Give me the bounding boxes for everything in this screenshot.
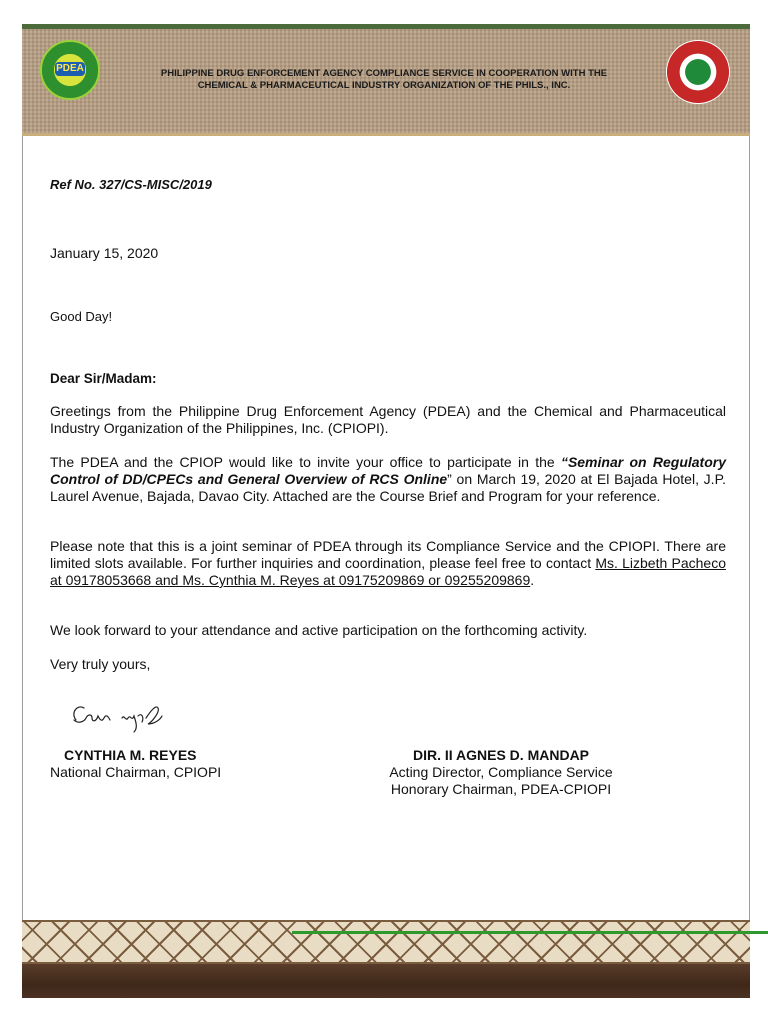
contact-text-a: Please note that this is a joint seminar of PDEA through its Compliance Service and the CPIOPI. There are limited slots available. For further inquiries and coordination, please feel free to contact xyxy=(50,538,726,571)
letterhead-line-1: PHILIPPINE DRUG ENFORCEMENT AGENCY COMPLIANCE SERVICE IN COOPERATION WITH THE xyxy=(160,68,608,79)
paragraph-invitation xyxy=(50,454,726,505)
handwritten-signature xyxy=(66,694,176,734)
signatory-right-title-2: Honorary Chairman, PDEA-CPIOPI xyxy=(390,781,612,797)
contact-persons: Ms. Lizbeth Pacheco at 09178053668 and Ms. Cynthia M. Reyes at 09175209869 or 09255209869 xyxy=(50,555,726,588)
pdea-logo-text: PDEA xyxy=(56,63,84,74)
greeting: Good Day! xyxy=(50,309,113,324)
signatory-right-title-1: Acting Director, Compliance Service xyxy=(389,764,613,780)
invitation-text-c: ” on March 19, 2020 at El Bajada Hotel, J.P. Laurel Avenue, Bajada, Davao City. Attached are the Course Brief and Program for your reference. xyxy=(50,471,726,504)
signatory-right-name: DIR. II AGNES D. MANDAP xyxy=(412,747,590,763)
letter-page xyxy=(22,24,750,998)
signatory-left-title: National Chairman, CPIOPI xyxy=(50,764,222,780)
letter-date: January 15, 2020 xyxy=(50,245,159,261)
pdea-seal-icon xyxy=(40,40,100,100)
letterhead-line-2: CHEMICAL & PHARMACEUTICAL INDUSTRY ORGANIZATION OF THE PHILS., INC. xyxy=(197,80,571,91)
paragraph-closing: We look forward to your attendance and active participation on the forthcoming activity. xyxy=(50,622,588,638)
paragraph-greetings: Greetings from the Philippine Drug Enforcement Agency (PDEA) and the Chemical and Pharmaceutical Industry Organization of the Philippines, Inc. (CPIOPI). xyxy=(50,403,726,436)
seminar-title: “Seminar on Regulatory Control of DD/CPECs and General Overview of RCS Online xyxy=(50,454,726,487)
complimentary-close: Very truly yours, xyxy=(50,656,151,672)
footer-band xyxy=(22,964,750,998)
cpiopi-seal-icon xyxy=(666,40,730,104)
letterhead-title xyxy=(110,68,658,92)
salutation: Dear Sir/Madam: xyxy=(50,371,157,386)
signatory-left xyxy=(50,747,221,781)
signatory-left-name: CYNTHIA M. REYES xyxy=(64,747,197,763)
footer-accent-line xyxy=(292,931,768,934)
reference-number: Ref No. 327/CS-MISC/2019 xyxy=(50,177,212,192)
invitation-text-a: The PDEA and the CPIOP would like to invite your office to participate in the xyxy=(50,454,561,470)
contact-text-c: . xyxy=(530,572,535,588)
paragraph-contact xyxy=(50,538,726,589)
footer-pattern xyxy=(22,920,750,964)
signatory-right xyxy=(368,747,634,798)
